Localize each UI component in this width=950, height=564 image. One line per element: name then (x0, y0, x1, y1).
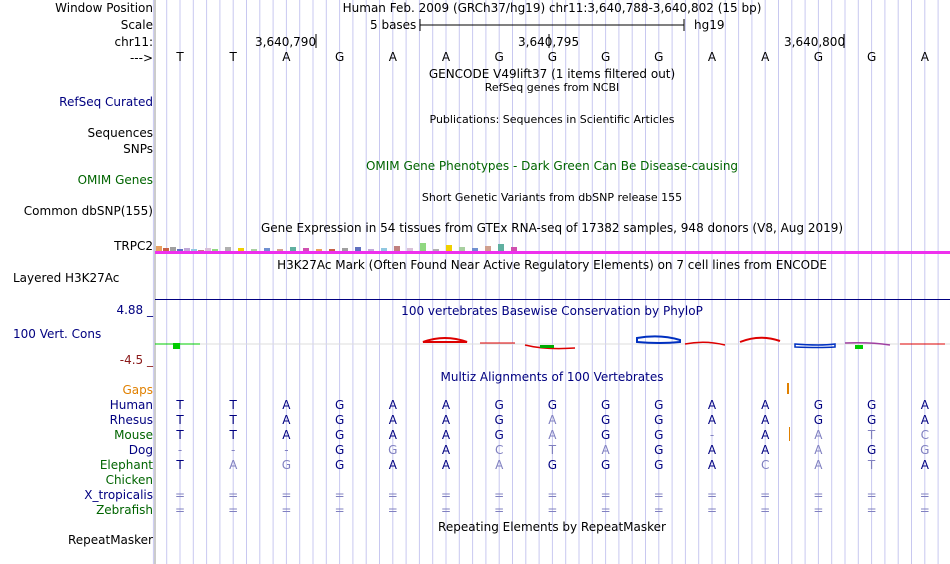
alignment-cell: = (281, 503, 292, 517)
alignment-cell: A (441, 458, 451, 472)
species-label[interactable]: X_tropicalis (84, 488, 153, 502)
alignment-cell: A (707, 443, 717, 457)
refseq-label[interactable]: RefSeq Curated (59, 95, 153, 109)
alignment-cell: = (387, 503, 398, 517)
window-position-label: Window Position (55, 1, 153, 15)
alignment-cell: = (813, 503, 824, 517)
alignment-cell: = (760, 503, 771, 517)
phylop-mark (423, 338, 467, 342)
phylop-mark (795, 344, 835, 348)
gtex-bar (184, 248, 190, 251)
gaps-label[interactable]: Gaps (122, 383, 153, 397)
alignment-cell: A (282, 413, 291, 427)
species-label[interactable]: Elephant (99, 458, 153, 472)
gtex-bars (155, 240, 950, 256)
alignment-cell: A (548, 413, 557, 427)
gtex-bar (433, 249, 439, 251)
phylop-title: 100 vertebrates Basewise Conservation by PhyloP (401, 304, 703, 318)
alignment-cell: A (601, 443, 610, 457)
phylop-mark (540, 345, 554, 348)
alignment-cell: C (920, 428, 929, 442)
alignment-cell: A (441, 413, 451, 427)
alignment-cell: A (814, 428, 823, 442)
cons-bottom-label: -4.5 _ (119, 353, 153, 367)
gtex-bar (485, 246, 491, 251)
scale-bar (418, 18, 686, 32)
alignment-cell: G (654, 458, 664, 472)
publications-title: Publications: Sequences in Scientific Articles (429, 113, 675, 126)
gtex-bar (472, 248, 478, 251)
gap-mark (787, 383, 789, 394)
alignment-cell: G (866, 443, 877, 457)
alignment-cell: G (920, 443, 930, 457)
multiz-title: Multiz Alignments of 100 Vertebrates (440, 370, 664, 384)
phylop-mark (173, 343, 180, 349)
alignment-cell: A (761, 398, 770, 412)
alignment-cell: A (388, 398, 397, 412)
alignment-cell: G (654, 398, 664, 412)
base-cell: G (547, 50, 558, 64)
alignment-cell: - (284, 443, 289, 457)
alignment-cell: = (653, 488, 664, 502)
gtex-bar (511, 247, 517, 251)
cons-name-label[interactable]: 100 Vert. Cons (13, 327, 102, 341)
alignment-cell: = (440, 503, 452, 517)
base-cell: G (654, 50, 664, 64)
base-cell: A (761, 50, 770, 64)
alignment-cell: G (494, 398, 504, 412)
alignment-cell: T (176, 398, 184, 412)
alignment-cell: G (388, 443, 398, 457)
chrom-label: chr11: (114, 35, 153, 49)
alignment-cell: A (920, 398, 929, 412)
alignment-cell: = (760, 488, 771, 502)
alignment-cell: G (866, 413, 877, 427)
base-cell: T (229, 50, 237, 64)
species-label[interactable]: Human (109, 398, 153, 412)
alignment-cell: A (814, 458, 823, 472)
phylop-mark (740, 338, 780, 342)
h3k27ac-label[interactable]: Layered H3K27Ac (13, 271, 120, 285)
gtex-bar (368, 249, 374, 251)
alignment-cell: = (547, 488, 558, 502)
phylop-graph (155, 320, 950, 360)
gtex-bar (170, 247, 176, 251)
alignment-cell: - (709, 428, 715, 442)
alignment-cell: - (177, 443, 183, 457)
scale-label: Scale (120, 18, 153, 32)
alignment-cell: A (920, 458, 929, 472)
base-cell: G (600, 50, 611, 64)
base-cell: A (707, 50, 717, 64)
alignment-cell: A (229, 458, 238, 472)
assembly-label: hg19 (694, 18, 725, 32)
gtex-bar (238, 248, 244, 251)
alignment-cell: = (494, 503, 505, 517)
alignment-cell: G (334, 398, 345, 412)
h3k27ac-title: H3K27Ac Mark (Often Found Near Active Regulatory Elements) on 7 cell lines from ENCODE (277, 258, 827, 272)
gtex-bar (498, 244, 504, 251)
alignment-cell: G (334, 428, 345, 442)
gtex-title: Gene Expression in 54 tissues from GTEx RNA-seq of 17382 samples, 948 donors (V8, Aug 2019) (260, 221, 844, 235)
position-title: Human Feb. 2009 (GRCh37/hg19) chr11:3,640,788-3,640,802 (15 bp) (342, 1, 762, 15)
alignment-cell: A (441, 428, 451, 442)
alignment-cell: A (707, 398, 717, 412)
alignment-cell: = (174, 488, 186, 502)
gtex-bar (355, 247, 361, 251)
species-label[interactable]: Chicken (105, 473, 153, 487)
alignment-cell: = (813, 488, 824, 502)
gtex-bar (394, 246, 400, 251)
dbsnp-title: Short Genetic Variants from dbSNP release 155 (421, 191, 683, 204)
tick-label-3: 3,640,800 (784, 35, 846, 49)
alignment-cell: A (441, 398, 451, 412)
sequences-label[interactable]: Sequences (87, 126, 153, 140)
alignment-cell: = (440, 488, 452, 502)
gtex-bar (329, 249, 335, 251)
alignment-cell: = (706, 503, 718, 517)
gtex-bar (177, 249, 183, 251)
alignment-cell: A (814, 443, 823, 457)
alignment-cell: = (494, 488, 505, 502)
scale-text: 5 bases (370, 18, 417, 32)
strand-label: ---> (129, 51, 153, 65)
gene-label-trpc2[interactable]: TRPC2 (114, 239, 153, 253)
gtex-bar (191, 249, 197, 251)
alignment-cell: T (867, 428, 876, 442)
alignment-cell: G (334, 458, 345, 472)
alignment-cell: = (706, 488, 718, 502)
gap-mark-mouse (789, 427, 790, 441)
alignment-cell: G (547, 458, 558, 472)
alignment-cell: G (813, 413, 824, 427)
repeatmasker-title: Repeating Elements by RepeatMasker (438, 520, 666, 534)
h3k27ac-baseline (155, 299, 950, 300)
omim-title: OMIM Gene Phenotypes - Dark Green Can Be Disease-causing (365, 159, 739, 173)
species-label[interactable]: Mouse (114, 428, 153, 442)
alignment-cell: - (231, 443, 236, 457)
gtex-bar (264, 248, 270, 251)
tick-label-2: 3,640,795 (518, 35, 580, 49)
alignment-cell: A (282, 428, 291, 442)
alignment-cell: A (761, 413, 770, 427)
alignment-cell: = (919, 503, 930, 517)
alignment-cell: = (334, 488, 345, 502)
alignment-cell: G (547, 398, 558, 412)
alignment-cell: = (600, 503, 611, 517)
alignment-cell: = (600, 488, 611, 502)
alignment-cell: G (654, 443, 664, 457)
alignment-cell: G (654, 428, 664, 442)
alignment-cell: = (919, 488, 930, 502)
gtex-bar (290, 247, 296, 251)
refseq-title: RefSeq genes from NCBI (484, 81, 620, 94)
repeatmasker-label[interactable]: RepeatMasker (67, 533, 153, 547)
alignment-cell: C (494, 443, 504, 457)
alignment-cell: A (388, 458, 397, 472)
base-cell: G (813, 50, 824, 64)
alignment-cell: T (229, 428, 237, 442)
alignment-cell: A (920, 413, 929, 427)
alignment-cell: G (813, 398, 824, 412)
tick-label-1: 3,640,790 (255, 35, 317, 49)
gencode-title: GENCODE V49lift37 (1 items filtered out) (428, 67, 676, 81)
alignment-cell: T (867, 458, 876, 472)
alignment-cell: = (653, 503, 664, 517)
gtex-bar (156, 246, 162, 251)
alignment-cell: A (495, 458, 504, 472)
phylop-mark (855, 345, 863, 349)
alignment-cell: A (707, 458, 717, 472)
species-label[interactable]: Rhesus (109, 413, 153, 427)
dbsnp-label[interactable]: Common dbSNP(155) (23, 204, 153, 218)
alignment-cell: = (228, 488, 239, 502)
alignment-cell: A (707, 413, 717, 427)
alignment-cell: = (228, 503, 239, 517)
alignment-cell: G (600, 398, 611, 412)
alignment-cell: A (441, 443, 451, 457)
alignment-cell: G (866, 398, 877, 412)
snps-label[interactable]: SNPs (123, 142, 153, 156)
alignment-cell: G (600, 413, 611, 427)
alignment-cell: = (866, 488, 877, 502)
alignment-cell: A (388, 428, 397, 442)
gtex-bar (303, 248, 309, 251)
alignment-cell: G (600, 428, 611, 442)
alignment-cell: T (229, 413, 237, 427)
gtex-bar (225, 247, 231, 251)
alignment-cell: G (600, 458, 611, 472)
gtex-bar (381, 248, 387, 251)
alignment-cell: = (387, 488, 398, 502)
base-cell: A (282, 50, 291, 64)
gtex-bar (212, 249, 218, 251)
omim-label[interactable]: OMIM Genes (77, 173, 153, 187)
alignment-cell: A (548, 428, 557, 442)
base-cell: G (866, 50, 877, 64)
base-cell: T (176, 50, 184, 64)
gtex-bar (316, 249, 322, 251)
alignment-cell: C (760, 458, 770, 472)
alignment-cell: G (334, 443, 345, 457)
gtex-bar (446, 245, 452, 251)
alignment-cell: = (334, 503, 345, 517)
alignment-cell: = (866, 503, 877, 517)
alignment-cell: = (547, 503, 558, 517)
alignment-cell: = (174, 503, 186, 517)
gtex-bar (342, 248, 348, 251)
base-cell: G (494, 50, 504, 64)
base-cell: G (334, 50, 345, 64)
alignment-cell: T (176, 458, 184, 472)
gtex-bar (205, 248, 211, 251)
alignment-cell: G (334, 413, 345, 427)
gtex-bar (420, 243, 426, 251)
alignment-cell: T (176, 428, 184, 442)
gtex-bar (407, 248, 413, 251)
alignment-cell: = (281, 488, 292, 502)
alignment-cell: G (654, 413, 664, 427)
alignment-cell: G (494, 428, 504, 442)
base-cell: A (441, 50, 451, 64)
species-label[interactable]: Zebrafish (96, 503, 153, 517)
gtex-bar (277, 249, 283, 251)
alignment-cell: G (494, 413, 504, 427)
gtex-bar (459, 247, 465, 251)
species-label[interactable]: Dog (128, 443, 153, 457)
alignment-cell: T (229, 398, 237, 412)
gtex-bar (198, 250, 204, 251)
alignment-cell: G (281, 458, 292, 472)
gtex-bar (251, 249, 257, 251)
cons-top-label: 4.88 _ (116, 303, 153, 317)
alignment-cell: A (282, 398, 291, 412)
gtex-bar (163, 248, 169, 251)
alignment-cell: T (176, 413, 184, 427)
alignment-cell: T (548, 443, 557, 457)
alignment-cell: A (761, 428, 770, 442)
phylop-mark (637, 336, 680, 343)
base-cell: A (388, 50, 397, 64)
base-cell: A (920, 50, 929, 64)
alignment-cell: A (761, 443, 770, 457)
alignment-cell: A (388, 413, 397, 427)
